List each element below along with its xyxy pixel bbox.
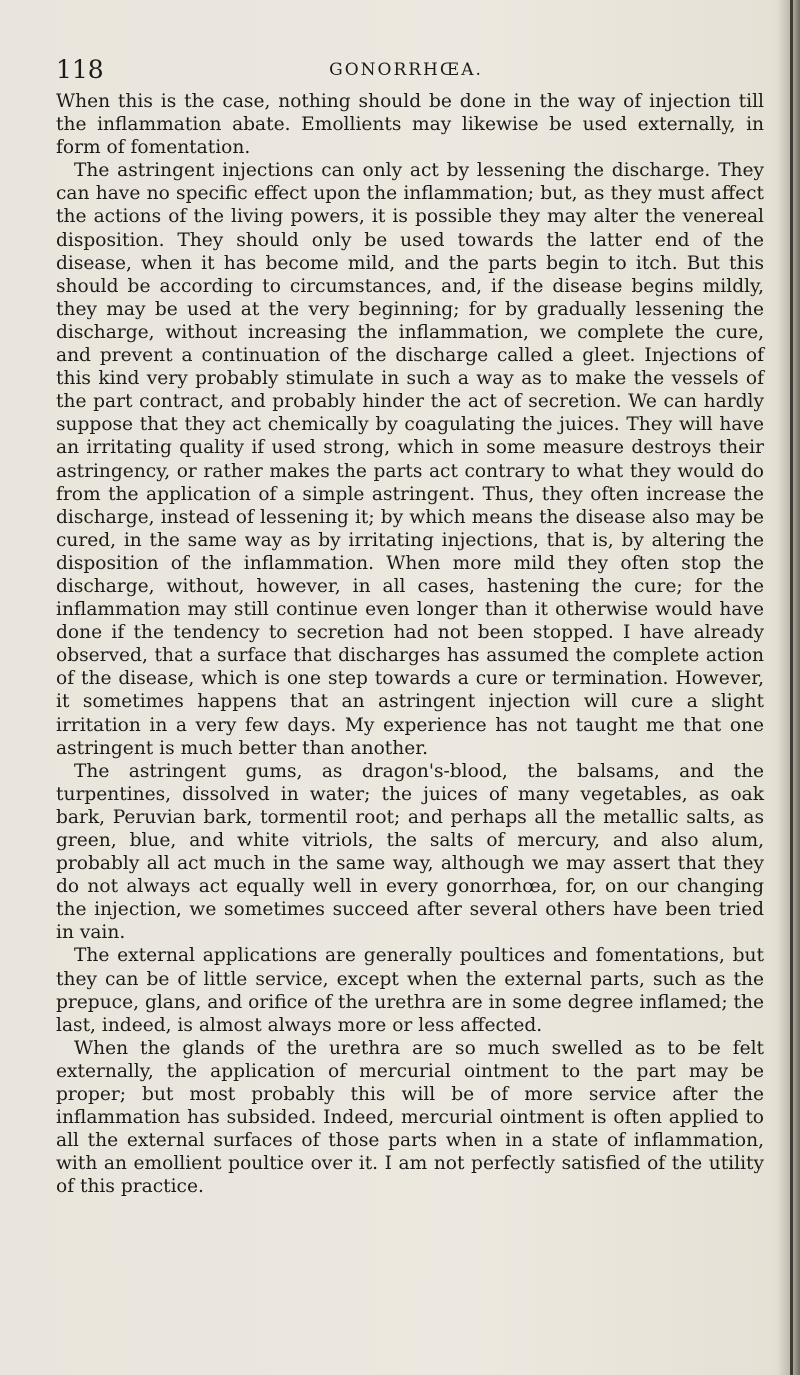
body-text xyxy=(56,90,764,1199)
paragraph-3: The astringent gums, as dragon's-blood, the balsams, and the turpentines, dissolved in water; the juices of many vegetables, as oak bark, Peruvian bark, tormentil root; and perhaps all the metallic salts, as green, blue, and white vitriols, the salts of mercury, and also alum, probably all act much in the same way, although we may assert that they do not always act equally well in every gonorrhœa, for, on our changing the injection, we sometimes succeed after several others have been tried in vain. xyxy=(56,760,764,944)
paragraph-1: When this is the case, nothing should be done in the way of injection till the inflammation abate. Emollients may likewise be used externally, in form of fomentation. xyxy=(56,91,764,159)
page-edge-shadow xyxy=(778,0,800,1375)
paragraph-4: The external applications are generally poultices and fomentations, but they can be of little service, except when the external parts, such as the prepuce, glans, and orifice of the urethra are in some degree inflamed; the last, indeed, is almost always more or less affected. xyxy=(56,945,764,1036)
binding-edge xyxy=(790,0,793,1375)
running-head: GONORRHŒA. xyxy=(329,60,483,80)
page-number: 118 xyxy=(56,55,104,84)
paragraph-2: The astringent injections can only act by lessening the discharge. They can have no specific effect upon the inflammation; but, as they must affect the actions of the living powers, it is possible they may alter the venereal disposition. They should only be used towards the latter end of the disease, when it has become mild, and the parts begin to itch. But this should be according to circumstances, and, if the disease begins mildly, they may be used at the very beginning; for by gradually lessening the discharge, without increasing the inflammation, we complete the cure, and prevent a continuation of the discharge called a gleet. Injections of this kind very probably stimulate in such a way as to make the vessels of the part contract, and probably hinder the act of secretion. We can hardly suppose that they act chemically by coagulating the juices. They will have an irritating quality if used strong, which in some measure destroys their astringency, or rather makes the parts act contrary to what they would do from the application of a simple astringent. Thus, they often increase the discharge, instead of lessening it; by which means the disease also may be cured, in the same way as by irritating injections, that is, by altering the disposition of the inflammation. When more mild they often stop the discharge, without, however, in all cases, hastening the cure; for the inflammation may still continue even longer than it otherwise would have done if the tendency to secretion had not been stopped. I have already observed, that a surface that discharges has assumed the complete action of the disease, which is one step towards a cure or termination. However, it sometimes happens that an astringent injection will cure a slight irritation in a very few days. My experience has not taught me that one astringent is much better than another. xyxy=(56,160,764,759)
page-header xyxy=(56,50,756,90)
paragraph-5: When the glands of the urethra are so much swelled as to be felt externally, the application of mercurial ointment to the part may be proper; but most probably this will be of more service after the inflammation has subsided. Indeed, mercurial ointment is often applied to all the external surfaces of those parts when in a state of inflammation, with an emollient poultice over it. I am not perfectly satisfied of the utility of this practice. xyxy=(56,1037,764,1198)
